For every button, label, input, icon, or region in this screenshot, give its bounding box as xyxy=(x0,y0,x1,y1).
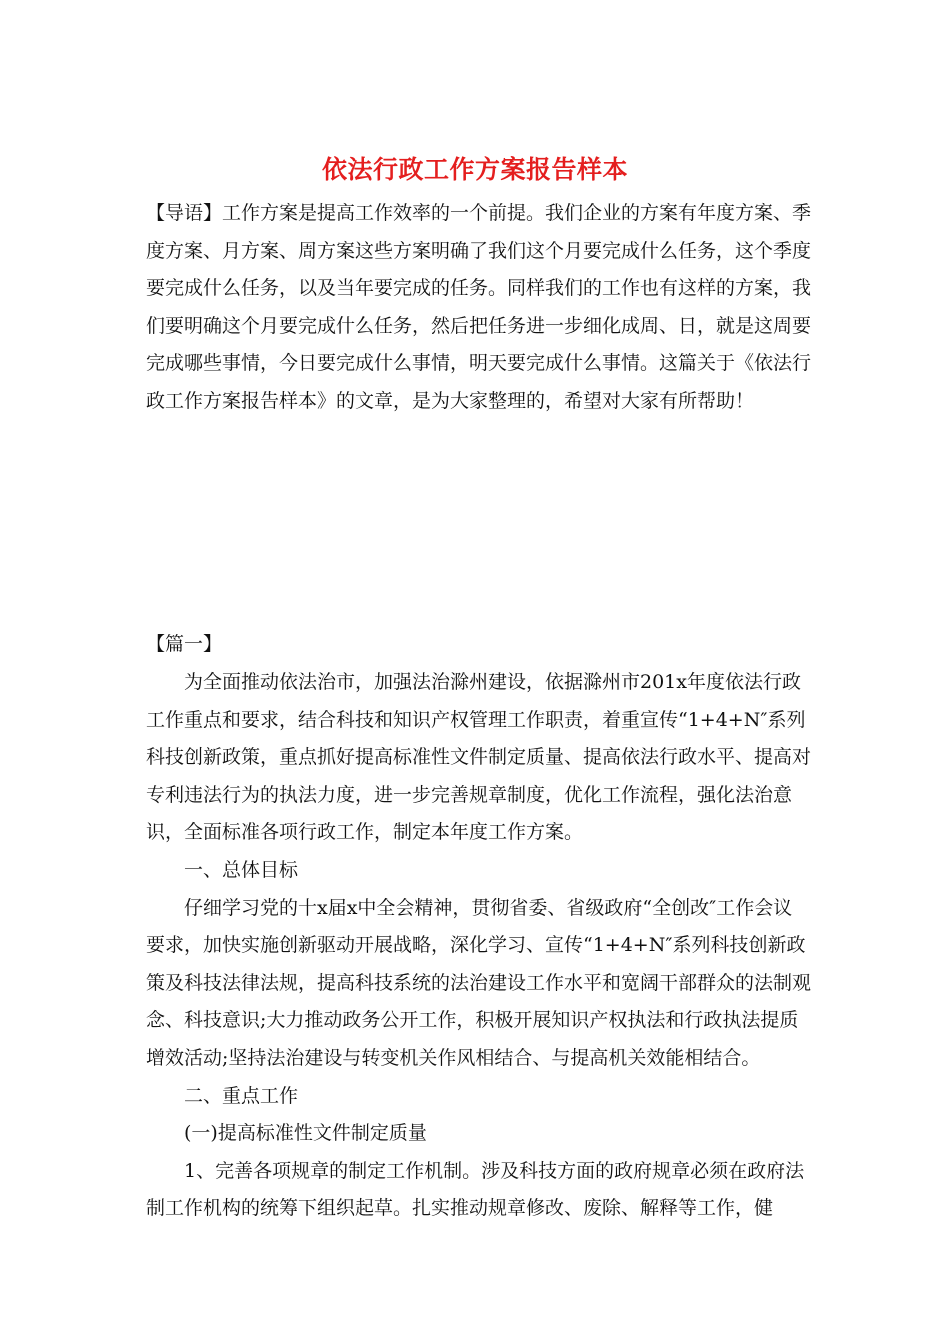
section-label: 【篇一】 xyxy=(146,633,223,655)
body-paragraph: 为全面推动依法治市，加强法治滁州建设，依据滁州市201x年度依法行政工作重点和要求，结合科技和知识产权管理工作职责，着重宣传“1+4+N″系列科技创新政策，重点抓好提高标准性文件制定质量、提高依法行政水平、提高对专利违法行为的执法力度，进一步完善规章制度，优化工作流程，强化法治意识，全面标准各项行政工作，制定本年度工作方案。 xyxy=(146,671,812,844)
body-paragraph: 仔细学习党的十x届x中全会精神，贯彻省委、省级政府“全创改″工作会议要求，加快实施创新驱动开展战略，深化学习、宣传“1+4+N″系列科技创新政策及科技法律法规，提高科技系统的法治建设工作水平和宽阔干部群众的法制观念、科技意识;大力推动政务公开工作，积极开展知识产权执法和行政执法提质增效活动;坚持法治建设与转变机关作风相结合、与提高机关效能相结合。 xyxy=(146,896,812,1069)
subsection-heading: (一)提高标准性文件制定质量 xyxy=(184,1122,427,1145)
document-title: 依法行政工作方案报告样本 xyxy=(321,155,628,184)
section-heading-key-work: 二、重点工作 xyxy=(184,1084,299,1107)
intro-paragraph: 【导语】工作方案是提高工作效率的一个前提。我们企业的方案有年度方案、季度方案、月方案、周方案这些方案明确了我们这个月要完成什么任务，这个季度要完成什么任务，以及当年要完成的任务。同样我们的工作也有这样的方案，我们要明确这个月要完成什么任务，然后把任务进一步细化成周、日，就是这周要完成哪些事情，今日要完成什么事情，明天要完成什么事情。这篇关于《依法行政工作方案报告样本》的文章，是为大家整理的，希望对大家有所帮助！ xyxy=(146,202,812,412)
section-heading-overall-goal: 一、总体目标 xyxy=(184,858,299,881)
document-body xyxy=(146,664,811,1228)
body-paragraph: 1、完善各项规章的制定工作机制。涉及科技方面的政府规章必须在政府法制工作机构的统筹下组织起草。扎实推动规章修改、废除、解释等工作，健 xyxy=(146,1159,805,1220)
